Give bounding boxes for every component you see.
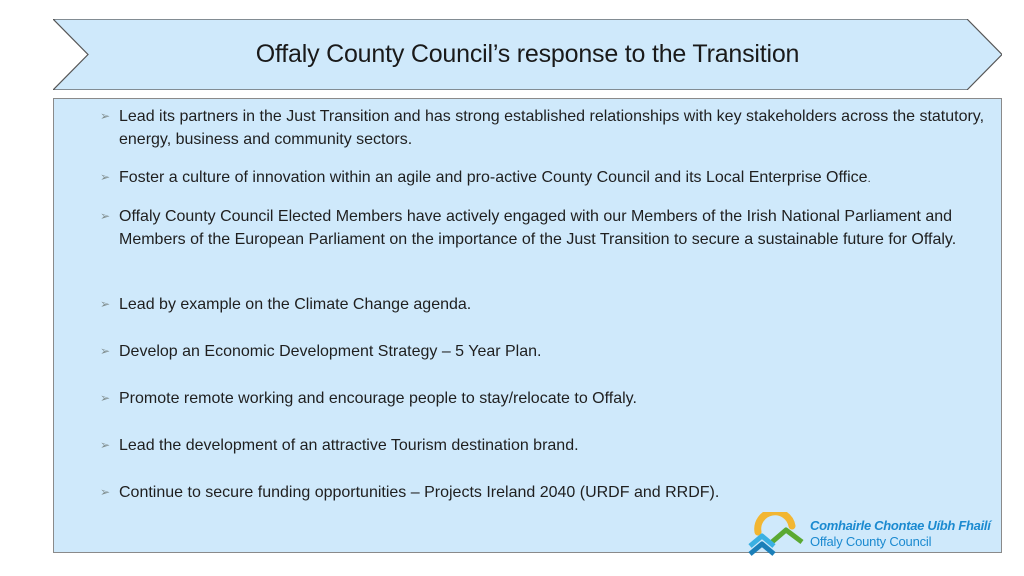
logo-english-name: Offaly County Council [810, 534, 932, 549]
bullet-item [100, 105, 990, 151]
arrowhead-bullet-icon: ➢ [100, 170, 111, 184]
arrowhead-bullet-icon: ➢ [100, 438, 111, 452]
logo-irish-name: Comhairle Chontae Uíbh Fhailí [810, 518, 991, 533]
council-emblem-icon [748, 512, 808, 556]
arrowhead-bullet-icon: ➢ [100, 297, 111, 311]
arrowhead-bullet-icon: ➢ [100, 391, 111, 405]
arrowhead-bullet-icon: ➢ [100, 109, 111, 123]
bullet-text: Offaly County Council Elected Members have actively engaged with our Members of the Irish National Parliament and Members of the European Parliament on the importance of the Just Transition to secure a sustainable future for Offaly. [119, 208, 957, 248]
bullet-text: Continue to secure funding opportunities – Projects Ireland 2040 (URDF and RRDF). [119, 484, 720, 501]
bullet-text: Promote remote working and encourage people to stay/relocate to Offaly. [119, 390, 637, 407]
bullet-item [100, 166, 990, 191]
bullet-text: Develop an Economic Development Strategy – 5 Year Plan. [119, 343, 542, 360]
title-banner [53, 19, 1002, 90]
bullet-text: Lead the development of an attractive Tourism destination brand. [119, 437, 579, 454]
bullet-text: Foster a culture of innovation within an agile and pro-active County Council and its Local Enterprise Office [119, 169, 868, 186]
bullet-item [100, 293, 990, 316]
bullet-text: Lead its partners in the Just Transition and has strong established relationships with key stakeholders across the statutory, energy, business and community sectors. [119, 108, 985, 148]
arrowhead-bullet-icon: ➢ [100, 344, 111, 358]
bullet-item [100, 205, 990, 251]
content-panel [53, 98, 1002, 553]
arrowhead-bullet-icon: ➢ [100, 209, 111, 223]
bullet-item [100, 481, 990, 504]
bullet-text: Lead by example on the Climate Change agenda. [119, 296, 472, 313]
bullet-item [100, 340, 990, 363]
page-title: Offaly County Council’s response to the Transition [255, 40, 800, 68]
bullet-item [100, 434, 990, 457]
bullet-trailing-period: . [867, 173, 871, 185]
bullet-item [100, 387, 990, 410]
council-logo [748, 512, 1008, 556]
arrowhead-bullet-icon: ➢ [100, 485, 111, 499]
